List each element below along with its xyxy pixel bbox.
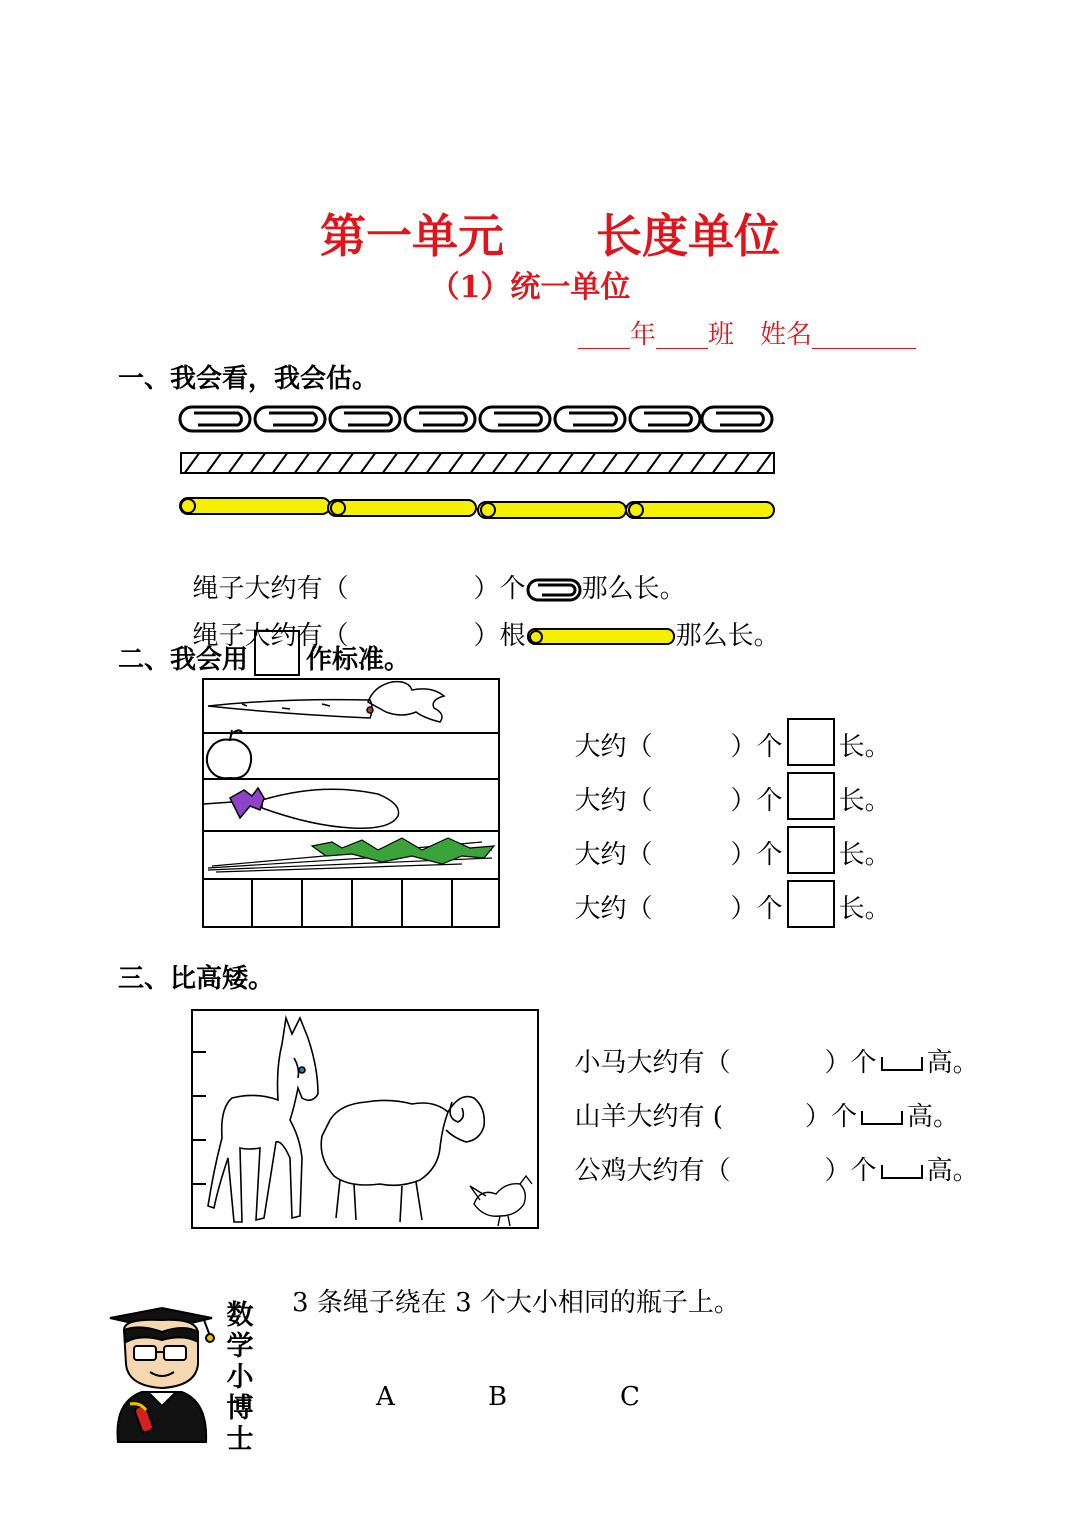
yellow-rods [178,496,778,524]
s1-question-1: 绳子大约有（ ）个 那么长。 [192,574,686,604]
section1-heading: 一、我会看，我会估。 [118,364,379,394]
unit-square-icon [254,630,300,676]
vegetable-measure-grid [202,678,502,930]
option-b: B [488,1382,508,1412]
option-c: C [620,1382,640,1412]
s2-row-3: 大约（ ）个 长。 [558,802,891,880]
apple-icon [207,730,251,778]
option-a: A [376,1382,395,1412]
carrot-icon [208,682,444,722]
page-subtitle: （1）统一单位 [429,270,631,305]
unit-bracket-icon [881,1165,923,1179]
yellow-rod-icon [526,627,676,647]
doctor-problem-text: 3 条绳子绕在 3 个大小相同的瓶子上。 [292,1288,740,1318]
class-name-line: ____年____班 姓名________ [578,320,917,350]
doctor-cartoon-icon [100,1306,224,1442]
page-title: 第一单元 长度单位 [320,209,780,263]
section2-heading: 二、我会用 作标准。 [118,638,410,684]
paperclip-row [178,404,778,438]
s1-question-2: 绳子大约有（ ）根 那么长。 [192,621,780,651]
s3-row-3: 公鸡大约有（ ）个 高。 [574,1156,979,1186]
animal-height-picture [190,1008,542,1232]
green-onion-icon [208,838,494,872]
rooster-icon [470,1176,532,1226]
s3-row-1: 小马大约有（ ）个 高。 [574,1048,979,1078]
s3-row-2: 山羊大约有 ( ）个 高。 [574,1102,959,1132]
section3-heading: 三、比高矮。 [118,964,275,994]
horse-icon [208,1018,318,1222]
s2-row-2: 大约（ ）个 长。 [558,748,891,826]
s2-row-1: 大约（ ）个 长。 [558,694,891,772]
sheep-icon [321,1097,484,1222]
unit-square-icon [787,880,835,928]
math-doctor-label: 数 学 小 博 士 [226,1300,254,1455]
rope-hatched [180,452,776,476]
s2-row-4: 大约（ ）个 长。 [558,856,891,934]
eggplant-icon [204,788,399,828]
